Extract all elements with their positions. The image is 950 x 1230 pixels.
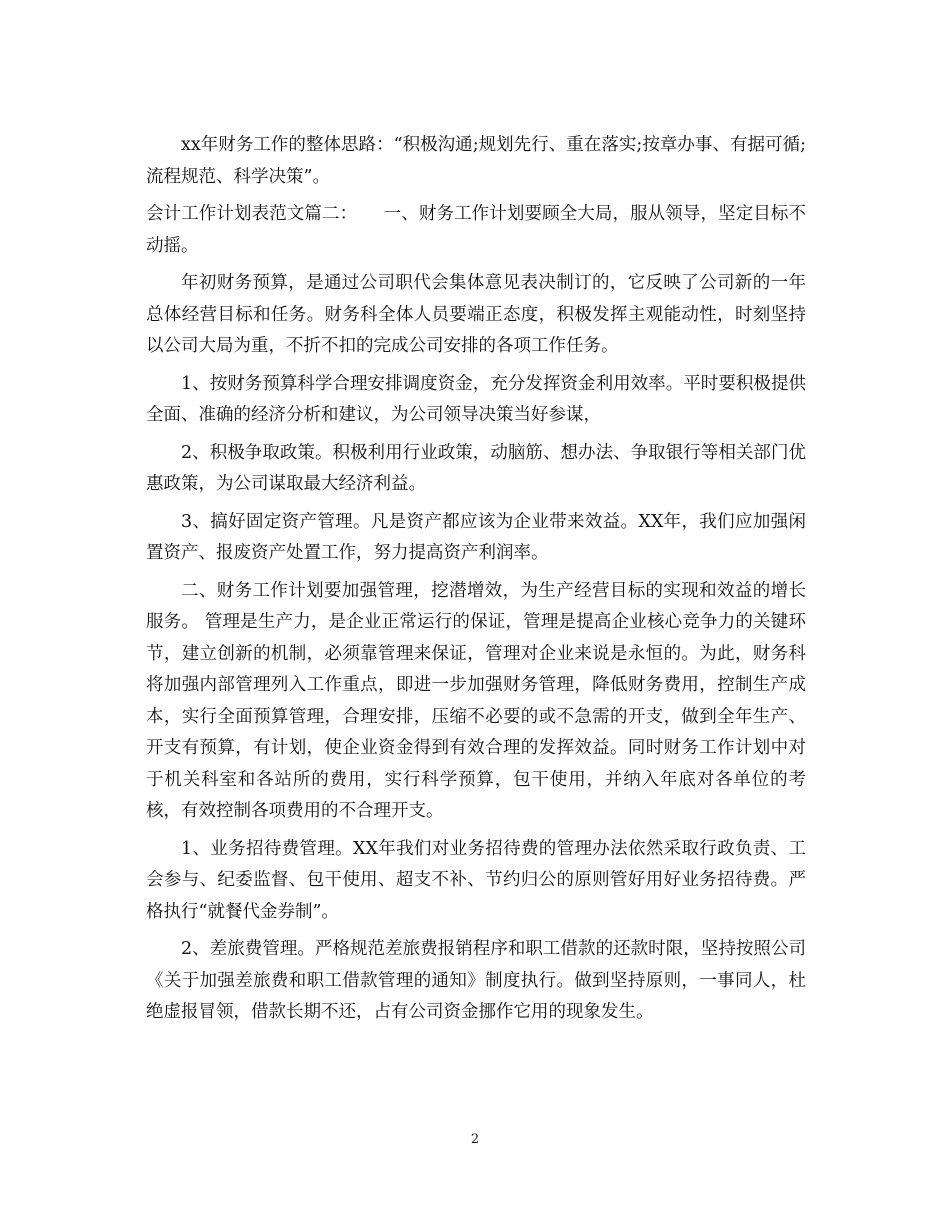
paragraph-management: 二、财务工作计划要加强管理，挖潜增效，为生产经营目标的实现和效益的增长服务。 管理是生产力，是企业正常运行的保证，管理是提高企业核心竞争力的关键环节，建立创新的机制，必须靠管理来保证，管理对企业来说是永恒的。为此，财务科将加强内部管理列入工作重点，即进一步加强财务管理，降低财务费用，控制生产成本，实行全面预算管理，合理安排，压缩不必要的或不急需的开支，做到全年生产、开支有预算，有计划，使企业资金得到有效合理的发挥效益。同时财务工作计划中对于机关科室和各站所的费用，实行科学预算，包干使用，并纳入年底对各单位的考核，有效控制各项费用的不合理开支。 xyxy=(146,580,806,821)
paragraph-item-travel: 2、差旅费管理。严格规范差旅费报销程序和职工借款的还款时限，坚持按照公司《关于加强差旅费和职工借款管理的通知》制度执行。做到坚持原则，一事同人，杜绝虚报冒领，借款长期不还，占有公司资金挪作它用的现象发生。 xyxy=(146,939,806,1022)
paragraph-annual-budget: 年初财务预算，是通过公司职代会集体意见表决制订的，它反映了公司新的一年总体经营目标和任务。财务科全体人员要端正态度，积极发挥主观能动性，时刻坚持以公司大局为重，不折不扣的完成公司安排的各项工作任务。 xyxy=(146,273,806,356)
page-number: 2 xyxy=(470,1132,480,1147)
paragraph-item-funds: 1、按财务预算科学合理安排调度资金，充分发挥资金利用效率。平时要积极提供全面、准确的经济分析和建议，为公司领导决策当好参谋， xyxy=(146,373,806,425)
paragraph-item-entertainment: 1、业务招待费管理。XX年我们对业务招待费的管理办法依然采取行政负责、工会参与、纪委监督、包干使用、超支不补、节约归公的原则管好用好业务招待费。严格执行“就餐代金券制”。 xyxy=(146,838,806,922)
paragraph-item-assets: 3、搞好固定资产管理。凡是资产都应该为企业带来效益。XX年，我们应加强闲置资产、报废资产处置工作，努力提高资产利润率。 xyxy=(146,511,806,563)
paragraph-section-heading: 会计工作计划表范文篇二： 一、财务工作计划要顾全大局，服从领导，坚定目标不动摇。 xyxy=(146,204,806,256)
paragraph-overall-approach: xx年财务工作的整体思路：“积极沟通;规划先行、重在落实;按章办事、有据可循;流程规范、科学决策”。 xyxy=(146,135,806,187)
document-body xyxy=(146,130,806,1035)
paragraph-item-policy: 2、积极争取政策。积极利用行业政策，动脑筋、想办法、争取银行等相关部门优惠政策，为公司谋取最大经济利益。 xyxy=(146,442,806,494)
